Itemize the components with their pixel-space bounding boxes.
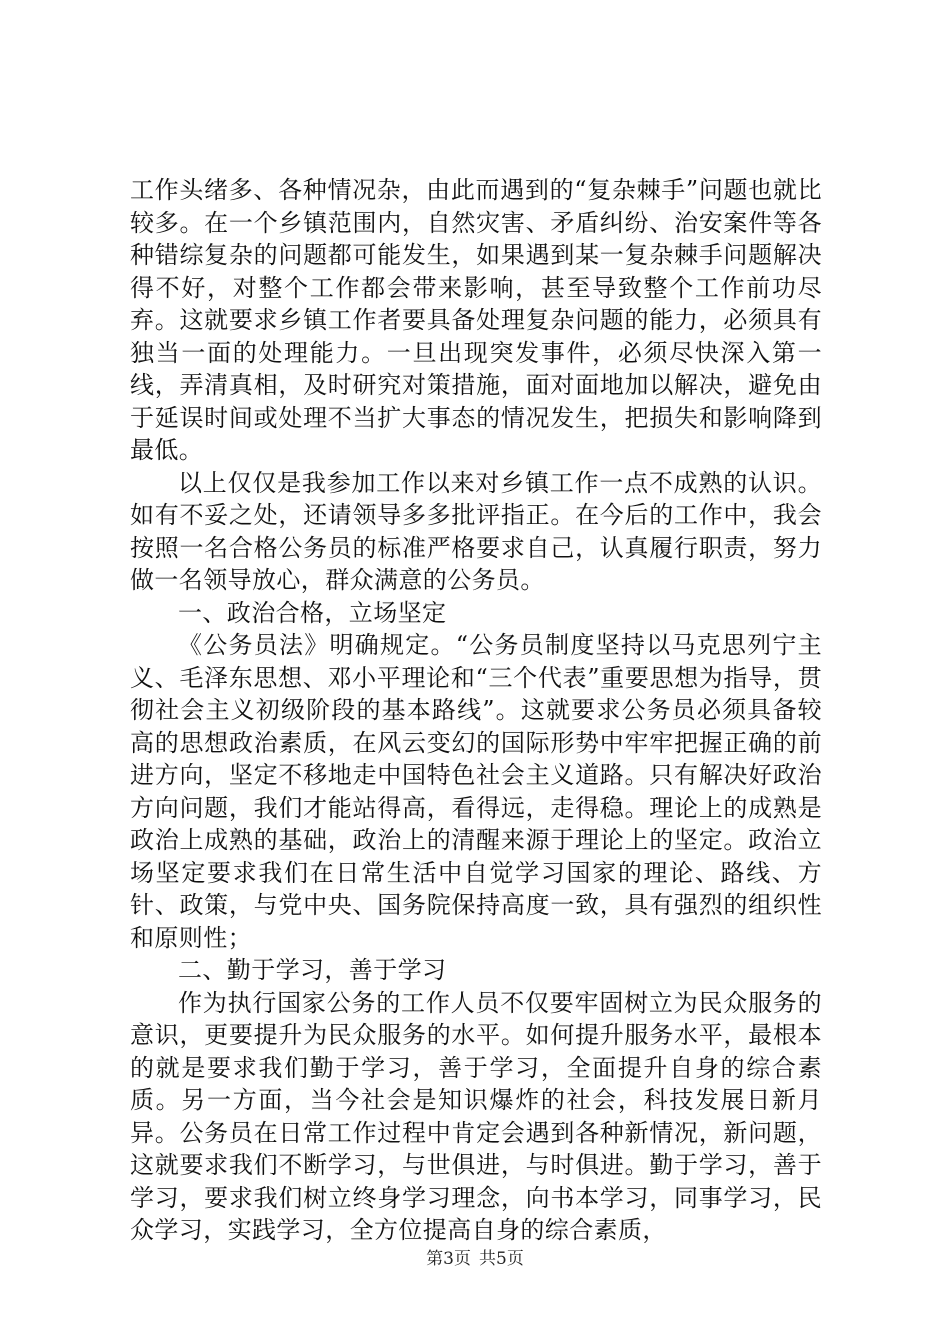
paragraph-closing-remarks: 以上仅仅是我参加工作以来对乡镇工作一点不成熟的认识。如有不妥之处，还请领导多多批评指正。在今后的工作中，我会按照一名合格公务员的标准严格要求自己，认真履行职责，努力做一名领导放心，群众满意的公务员。 [130, 468, 822, 594]
paragraph-political: 《公务员法》明确规定。“公务员制度坚持以马克思列宁主义、毛泽东思想、邓小平理论和“三个代表”重要思想为指导，贯彻社会主义初级阶段的基本路线”。这就要求公务员必须具备较高的思想政治素质，在风云变幻的国际形势中牢牢把握正确的前进方向，坚定不移地走中国特色社会主义道路。只有解决好政治方向问题，我们才能站得高，看得远，走得稳。理论上的成熟是政治上成熟的基础，政治上的清醒来源于理论上的坚定。政治立场坚定要求我们在日常生活中自觉学习国家的理论、路线、方针、政策，与党中央、国务院保持高度一致，具有强烈的组织性和原则性； [130, 631, 822, 952]
paragraph-continuation: 工作头绪多、各种情况杂，由此而遇到的“复杂棘手”问题也就比较多。在一个乡镇范围内，自然灾害、矛盾纠纷、治安案件等各种错综复杂的问题都可能发生，如果遇到某一复杂棘手问题解决得不好，对整个工作都会带来影响，甚至导致整个工作前功尽弃。这就要求乡镇工作者要具备处理复杂问题的能力，必须具有独当一面的处理能力。一旦出现突发事件，必须尽快深入第一线，弄清真相，及时研究对策措施，面对面地加以解决，避免由于延误时间或处理不当扩大事态的情况发生，把损失和影响降到最低。 [130, 176, 822, 464]
page-number: 第3页 [426, 1249, 471, 1269]
section-heading-political: 一、政治合格，立场坚定 [178, 598, 447, 627]
page-footer [0, 1244, 950, 1269]
page-total: 共5页 [479, 1249, 524, 1269]
document-body [130, 174, 822, 1247]
paragraph-learning: 作为执行国家公务的工作人员不仅要牢固树立为民众服务的意识，更要提升为民众服务的水平。如何提升服务水平，最根本的就是要求我们勤于学习，善于学习，全面提升自身的综合素质。另一方面，当今社会是知识爆炸的社会，科技发展日新月异。公务员在日常工作过程中肯定会遇到各种新情况，新问题，这就要求我们不断学习，与世俱进，与时俱进。勤于学习，善于学习，要求我们树立终身学习理念，向书本学习，同事学习，民众学习，实践学习，全方位提高自身的综合素质， [130, 988, 822, 1244]
section-heading-learning: 二、勤于学习，善于学习 [178, 956, 447, 984]
